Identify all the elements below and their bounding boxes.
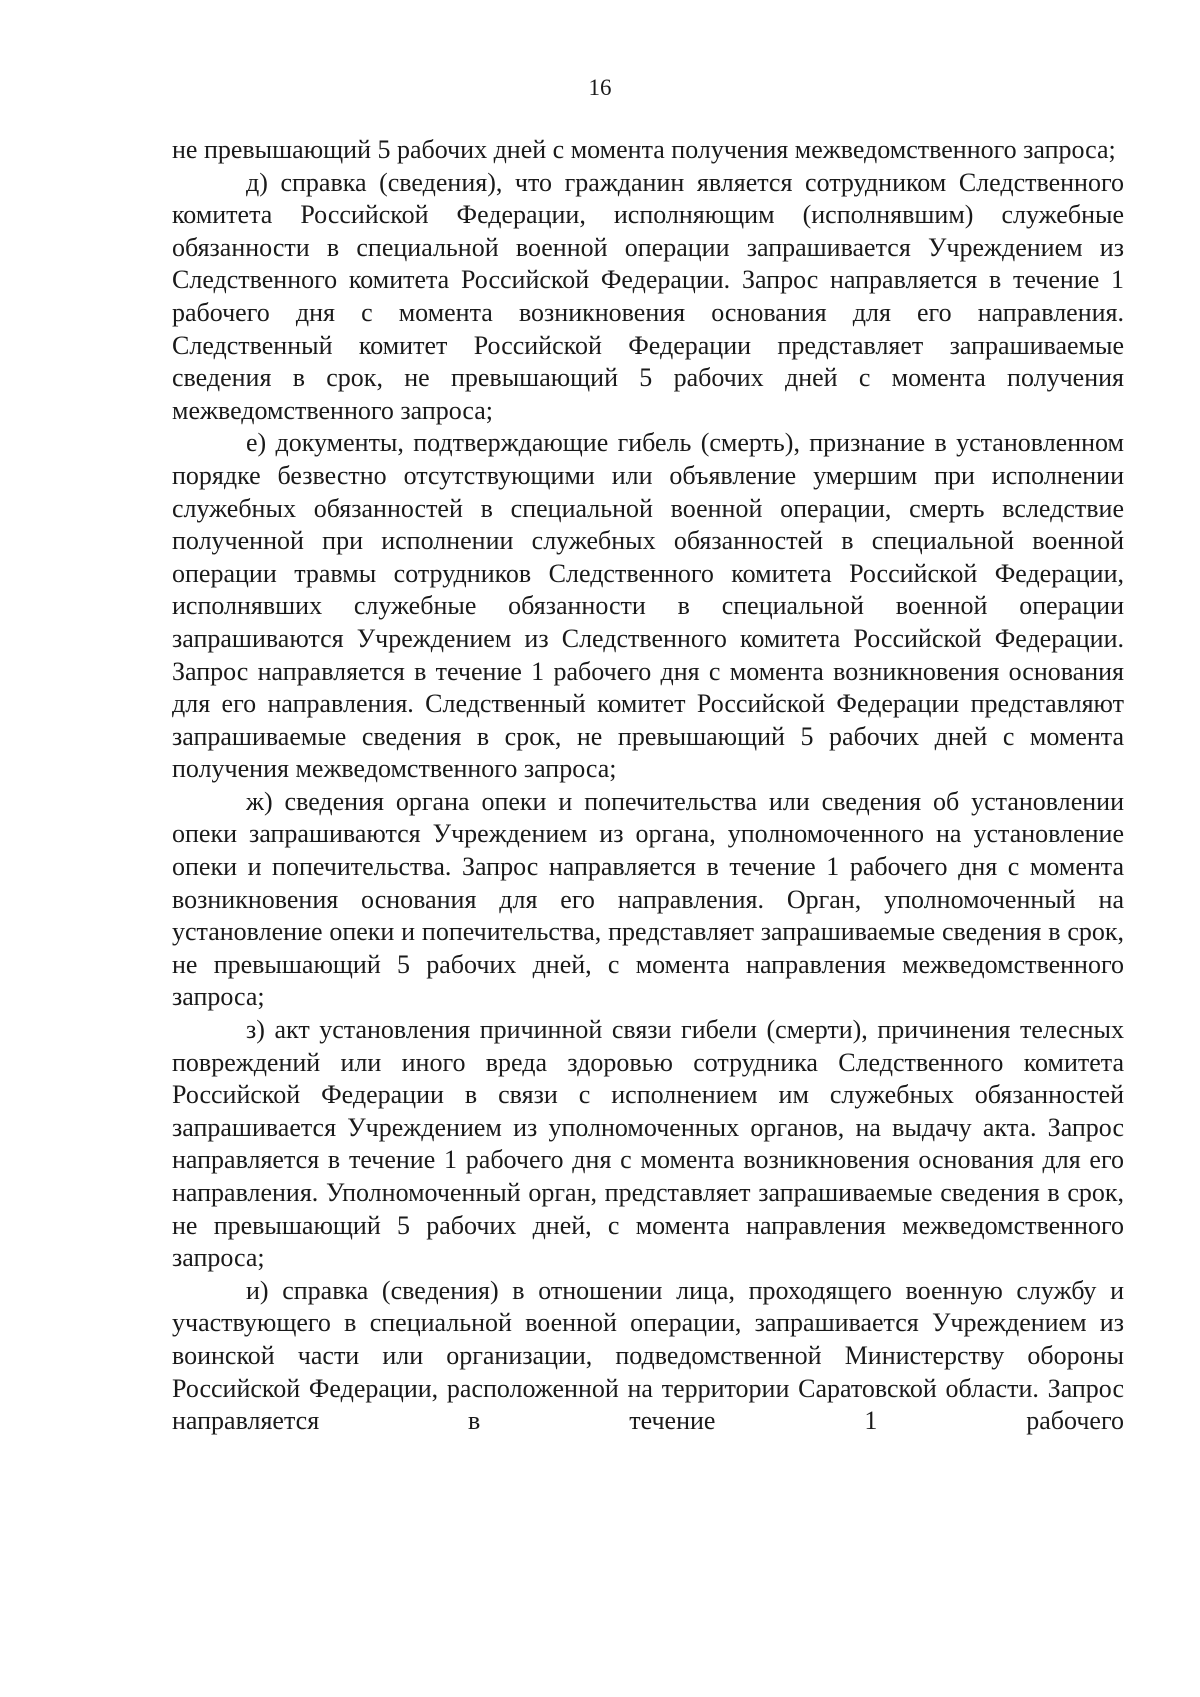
paragraph-item-e: е) документы, подтверждающие гибель (смерть), признание в установленном порядке безвестно отсутствующими или объявление умершим при исполнении служебных обязанностей в специальной военной операции, смерть вследствие полученной при исполнении служебных обязанностей в специальной военной операции травмы сотрудников Следственного комитета Российской Федерации, исполнявших служебные обязанности в специальной военной операции запрашиваются Учреждением из Следственного комитета Российской Федерации. Запрос направляется в течение 1 рабочего дня с момента возникновения основания для его направления. Следственный комитет Российской Федерации представляют запрашиваемые сведения в срок, не превышающий 5 рабочих дней с момента получения межведомственного запроса;: [172, 428, 1124, 784]
paragraph-item-d: д) справка (сведения), что гражданин является сотрудником Следственного комитета Российской Федерации, исполняющим (исполнявшим) служебные обязанности в специальной военной операции запрашивается Учреждением из Следственного комитета Российской Федерации. Запрос направляется в течение 1 рабочего дня с момента возникновения основания для его направления. Следственный комитет Российской Федерации представляет запрашиваемые сведения в срок, не превышающий 5 рабочих дней с момента получения межведомственного запроса;: [172, 167, 1124, 425]
page-number: 16: [588, 75, 612, 100]
paragraph-item-i: и) справка (сведения) в отношении лица, проходящего военную службу и участвующего в специальной военной операции, запрашивается Учреждением из воинской части или организации, подведомственной Министерству обороны Российской Федерации, расположенной на территории Саратовской области. Запрос направляется в течение 1 рабочего: [172, 1275, 1124, 1436]
paragraph-item-zh: ж) сведения органа опеки и попечительства или сведения об установлении опеки запрашиваются Учреждением из органа, уполномоченного на установление опеки и попечительства. Запрос направляется в течение 1 рабочего дня с момента возникновения основания для его направления. Орган, уполномоченный на установление опеки и попечительства, представляет запрашиваемые сведения в срок, не превышающий 5 рабочих дней, с момента направления межведомственного запроса;: [172, 786, 1124, 1012]
paragraph-continuation: не превышающий 5 рабочих дней с момента получения межведомственного запроса;: [172, 135, 1116, 164]
document-body: [172, 134, 1124, 1438]
paragraph-item-z: з) акт установления причинной связи гибели (смерти), причинения телесных повреждений или иного вреда здоровью сотрудника Следственного комитета Российской Федерации в связи с исполнением им служебных обязанностей запрашивается Учреждением из уполномоченных органов, на выдачу акта. Запрос направляется в течение 1 рабочего дня с момента возникновения основания для его направления. Уполномоченный орган, представляет запрашиваемые сведения в срок, не превышающий 5 рабочих дней, с момента направления межведомственного запроса;: [172, 1015, 1124, 1273]
